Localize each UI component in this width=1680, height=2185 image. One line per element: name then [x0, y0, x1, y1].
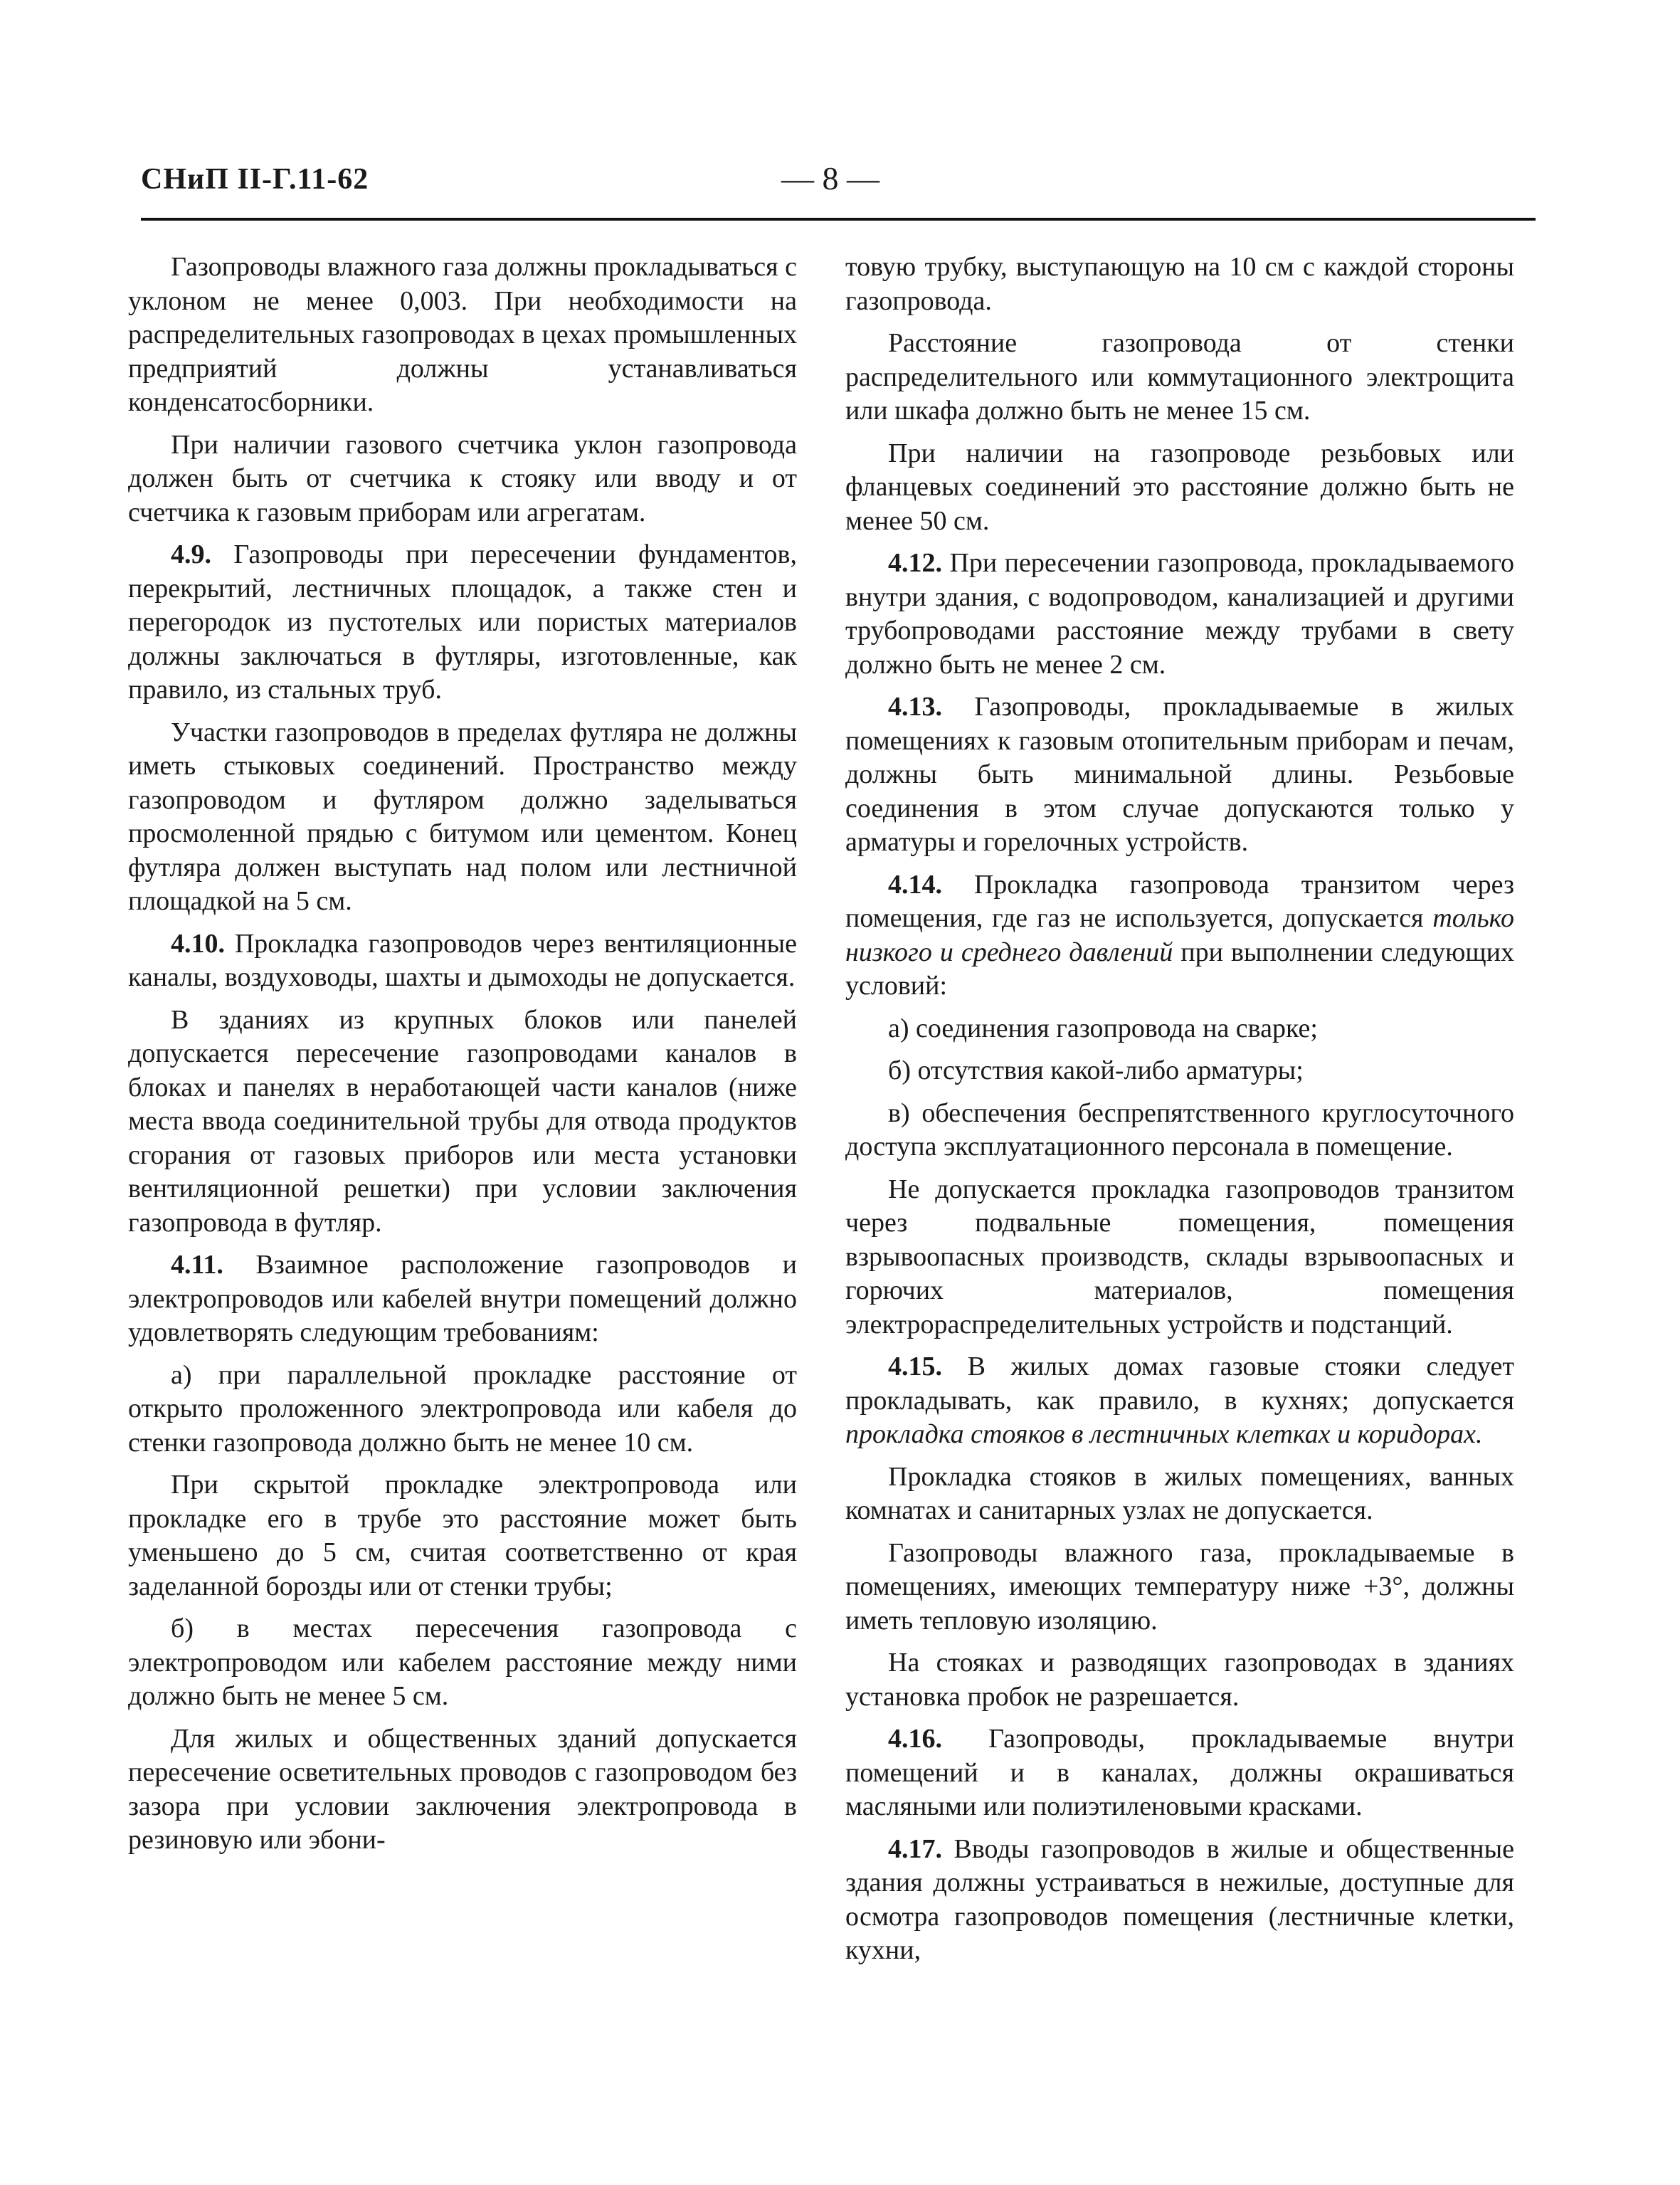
clause-number: 4.14.: [888, 869, 942, 900]
list-item-c: в) обеспечения беспрепятственного круглосуточного доступа эксплуатационного персонала в помещение.: [845, 1097, 1514, 1162]
clause-text: В жилых домах газовые стояки следует прокладывать, как правило, в кухнях; допускается: [845, 1352, 1514, 1416]
clause-4-12: [845, 547, 1514, 682]
list-item-b: б) в местах пересечения газопровода с электропроводом или кабелем расстояние между ними должно быть не менее 5 см.: [128, 1613, 797, 1711]
clause-4-13: [845, 690, 1514, 860]
paragraph: Не допускается прокладка газопроводов транзитом через подвальные помещения, помещения взрывоопасных производств, склады взрывоопасных и горючих материалов, помещения электрораспределительных устройств и подстанций.: [845, 1174, 1514, 1339]
paragraph: В зданиях из крупных блоков или панелей допускается пересечение газопроводами каналов в блоках и панелях в неработающей части каналов (ниже места ввода соединительной трубы для отвода продуктов сгорания от газовых приборов или места установки вентиляционной решетки) при условии заключения газопровода в футляр.: [128, 1004, 797, 1238]
list-item-a: а) при параллельной прокладке расстояние от открыто проложенного электропровода или кабеля до стенки газопровода должно быть не менее 10 см.: [128, 1359, 797, 1458]
clause-4-15: [845, 1350, 1514, 1452]
clause-number: 4.12.: [888, 548, 942, 578]
paragraph: Газопроводы влажного газа, прокладываемые в помещениях, имеющих температуру ниже +3°, должны иметь тепловую изоляцию.: [845, 1537, 1514, 1636]
clause-text: Вводы газопроводов в жилые и общественные здания должны устраиваться в нежилые, доступные для осмотра газопроводов помещения (лестничные клетки, кухни,: [845, 1833, 1514, 1965]
clause-4-14: [845, 868, 1514, 1004]
page-number: — 8 —: [781, 160, 879, 196]
clause-text: Газопроводы, прокладываемые в жилых помещениях к газовым отопительным приборам и печам, должны быть минимальной длины. Резьбовые соединения в этом случае допускаются только у арматуры и горелочных устройств.: [845, 692, 1515, 857]
clause-4-10: [128, 927, 797, 995]
clause-emphasis: прокладка стояков в лестничных клетках и коридорах.: [845, 1419, 1483, 1449]
clause-text: при выполнении следующих условий:: [845, 937, 1514, 1001]
clause-number: 4.11.: [171, 1250, 223, 1280]
paragraph: При наличии газового счетчика уклон газопровода должен быть от счетчика к стояку или вводу и от счетчика к газовым приборам или агрегатам.: [128, 429, 797, 527]
paragraph: Расстояние газопровода от стенки распределительного или коммутационного электрощита или шкафа должно быть не менее 15 см.: [845, 328, 1514, 426]
header-rule: [141, 218, 1536, 221]
paragraph: При скрытой прокладке электропровода или прокладке его в трубе это расстояние может быть уменьшено до 5 см, считая соответственно от края заделанной борозды или от стенки трубы;: [128, 1470, 797, 1601]
list-item-a: а) соединения газопровода на сварке;: [888, 1013, 1318, 1043]
clause-number: 4.13.: [888, 692, 942, 722]
clause-4-16: [845, 1722, 1514, 1824]
clause-text: Газопроводы при пересечении фундаментов, перекрытий, лестничных площадок, а также стен и перегородок из пустотелых или пористых материалов должны заключаться в футляры, изготовленные, как правило, из стальных труб.: [128, 539, 797, 705]
clause-number: 4.10.: [171, 928, 225, 959]
clause-4-17: [845, 1833, 1514, 1968]
clause-4-9: [128, 538, 797, 707]
paragraph: На стояках и разводящих газопроводах в зданиях установка пробок не разрешается.: [845, 1648, 1514, 1712]
paragraph: При наличии на газопроводе резьбовых или фланцевых соединений это расстояние должно быть не менее 50 см.: [845, 438, 1514, 536]
paragraph: Газопроводы влажного газа должны прокладываться с уклоном не менее 0,003. При необходимости на распределительных газопроводах в цехах промышленных предприятий должны устанавливаться конденсатосборники.: [128, 252, 797, 417]
page-header: [141, 162, 1536, 212]
clause-text: Газопроводы, прокладываемые внутри помещений и в каналах, должны окрашиваться масляными или полиэтиленовыми красками.: [845, 1724, 1514, 1821]
clause-text: Взаимное расположение газопроводов и электропроводов или кабелей внутри помещений должно удовлетворять следующим требованиям:: [128, 1250, 797, 1347]
list-item-b: б) отсутствия какой-либо арматуры;: [888, 1055, 1304, 1085]
clause-text: Прокладка газопровода транзитом через помещения, где газ не используется, допускается: [845, 869, 1514, 933]
paragraph: Прокладка стояков в жилых помещениях, ванных комнатах и санитарных узлах не допускается.: [845, 1461, 1514, 1525]
clause-number: 4.9.: [171, 539, 211, 569]
clause-text: Прокладка газопроводов через вентиляционные каналы, воздуховоды, шахты и дымоходы не допускается.: [128, 928, 797, 992]
clause-number: 4.15.: [888, 1352, 942, 1381]
document-code: СНиП II-Г.11-62: [141, 163, 369, 196]
paragraph: Участки газопроводов в пределах футляра не должны иметь стыковых соединений. Пространство между газопроводом и футляром должно заделываться просмоленной прядью с битумом или цементом. Конец футляра должен выступать над полом или лестничной площадкой на 5 см.: [128, 717, 797, 916]
clause-emphasis: только низкого и среднего давлений: [845, 903, 1514, 967]
clause-text: При пересечении газопровода, прокладываемого внутри здания, с водопроводом, канализацией и другими трубопроводами расстояние между трубами в свету должно быть не менее 2 см.: [845, 548, 1514, 680]
paragraph: Для жилых и общественных зданий допускается пересечение осветительных проводов с газопроводом без зазора при условии заключения электропровода в резиновую или эбони-: [128, 1723, 797, 1855]
clause-number: 4.17.: [888, 1833, 942, 1864]
right-column: [845, 251, 1514, 1976]
clause-number: 4.16.: [888, 1724, 942, 1754]
left-column: [128, 251, 797, 1866]
paragraph-continued: товую трубку, выступающую на 10 см с каждой стороны газопровода.: [845, 252, 1514, 316]
clause-4-11: [128, 1248, 797, 1350]
